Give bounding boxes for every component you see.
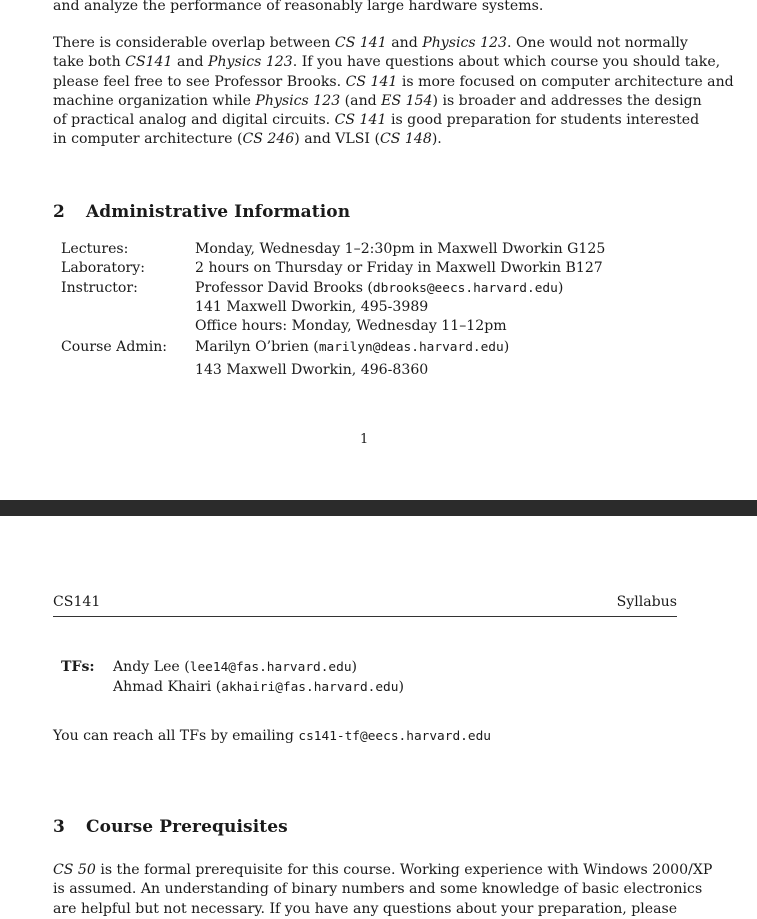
syllabus-page-2: CS141 Syllabus TFs: Andy Lee (lee14@fas.harvard.edu) Ahmad Khairi (akhairi@fas.harvard.edu) You can reach all TFs by emailing cs141-tf@eecs.harvard.edu 3 Course Prerequisites CS 50 is the formal prerequisite for this course. Working experience with Windows 2000/XP is assumed. An understanding of binary numbers and some knowledge of basic electronics are helpful but not necessary. If you have any questions about your preparation, please: [0, 516, 757, 915]
syllabus-page-1: and analyze the performance of reasonably large hardware systems. There is considerable overlap between CS 141 and Physics 123. One would not normally take both CS141 and Physics 123. If you have questions about which course you should take, please feel free to see Professor Brooks. CS 141 is more focused on computer architecture and machine organization while Physics 123 (and ES 154) is broader and addresses the design of practical analog and digital circuits. CS 141 is good preparation for students interested in computer architecture (CS 246) and VLSI (CS 148). 2 Administrative Information Lectures: Monday, Wednesday 1–2:30pm in Maxwell Dworkin G125 Laboratory: 2 hours on Thursday or Friday in Maxwell Dworkin B127 Instructor: Professor David Brooks (dbrooks@eecs.harvard.edu) 141 Maxwell Dworkin, 495-3989 Office hours: Monday, Wednesday 11–12pm Course Admin: Marilyn O’brien (marilyn@deas.harvard.edu) 143 Maxwell Dworkin, 496-8360 1: [0, 0, 757, 500]
paragraph-line: are helpful but not necessary. If you have any questions about your preparation, please: [53, 900, 678, 917]
course-name: CS 141: [334, 112, 387, 129]
course-name: Physics 123: [255, 92, 341, 109]
section-2-heading: 2 Administrative Information: [53, 202, 351, 222]
course-name: CS 50: [53, 862, 96, 878]
course-name: CS 246: [242, 131, 295, 148]
paragraph-line: CS 50 is the formal prerequisite for this course. Working experience with Windows 2000/XP: [53, 862, 713, 878]
course-overlap-paragraph: [53, 34, 734, 150]
course-name: CS 141: [345, 73, 398, 90]
course-name: Physics 123: [422, 35, 507, 51]
running-header: [53, 594, 677, 617]
course-name: CS 141: [334, 35, 387, 51]
tf-list-email: cs141-tf@eecs.harvard.edu: [298, 729, 491, 744]
paragraph-line: take both CS141 and Physics 123. If you have questions about which course you should take,: [53, 54, 721, 71]
tf1-email: lee14@fas.harvard.edu: [189, 660, 352, 675]
header-doc-title: Syllabus: [616, 594, 677, 610]
header-course-code: CS141: [53, 594, 101, 610]
paragraph-line: please feel free to see Professor Brooks. CS 141 is more focused on computer architecture and: [53, 73, 734, 90]
page-separator: [0, 500, 757, 516]
instructor-email: dbrooks@eecs.harvard.edu: [372, 280, 558, 296]
prerequisites-paragraph: [53, 861, 713, 919]
page-number: 1: [360, 432, 369, 447]
paragraph-line: is assumed. An understanding of binary numbers and some knowledge of basic electronics: [53, 881, 703, 898]
intro-tail-text: and analyze the performance of reasonably large hardware systems.: [53, 0, 544, 14]
course-name: Physics 123: [207, 54, 293, 71]
paragraph-line: machine organization while Physics 123 (and ES 154) is broader and addresses the design: [53, 92, 702, 109]
course-name: CS141: [125, 54, 173, 71]
paragraph-line: of practical analog and digital circuits. CS 141 is good preparation for students interested: [53, 112, 700, 129]
course-name: CS 148: [379, 131, 432, 148]
course-name: ES 154: [381, 92, 433, 109]
section-3-heading: 3 Course Prerequisites: [53, 817, 288, 837]
tf2-email: akhairi@fas.harvard.edu: [221, 680, 399, 695]
course-admin-email: marilyn@deas.harvard.edu: [318, 340, 504, 355]
paragraph-line: There is considerable overlap between CS 141 and Physics 123. One would not normally: [53, 35, 688, 51]
paragraph-line: in computer architecture (CS 246) and VLSI (CS 148).: [53, 131, 442, 148]
tf-contact-text: You can reach all TFs by emailing cs141-tf@eecs.harvard.edu: [53, 728, 491, 744]
